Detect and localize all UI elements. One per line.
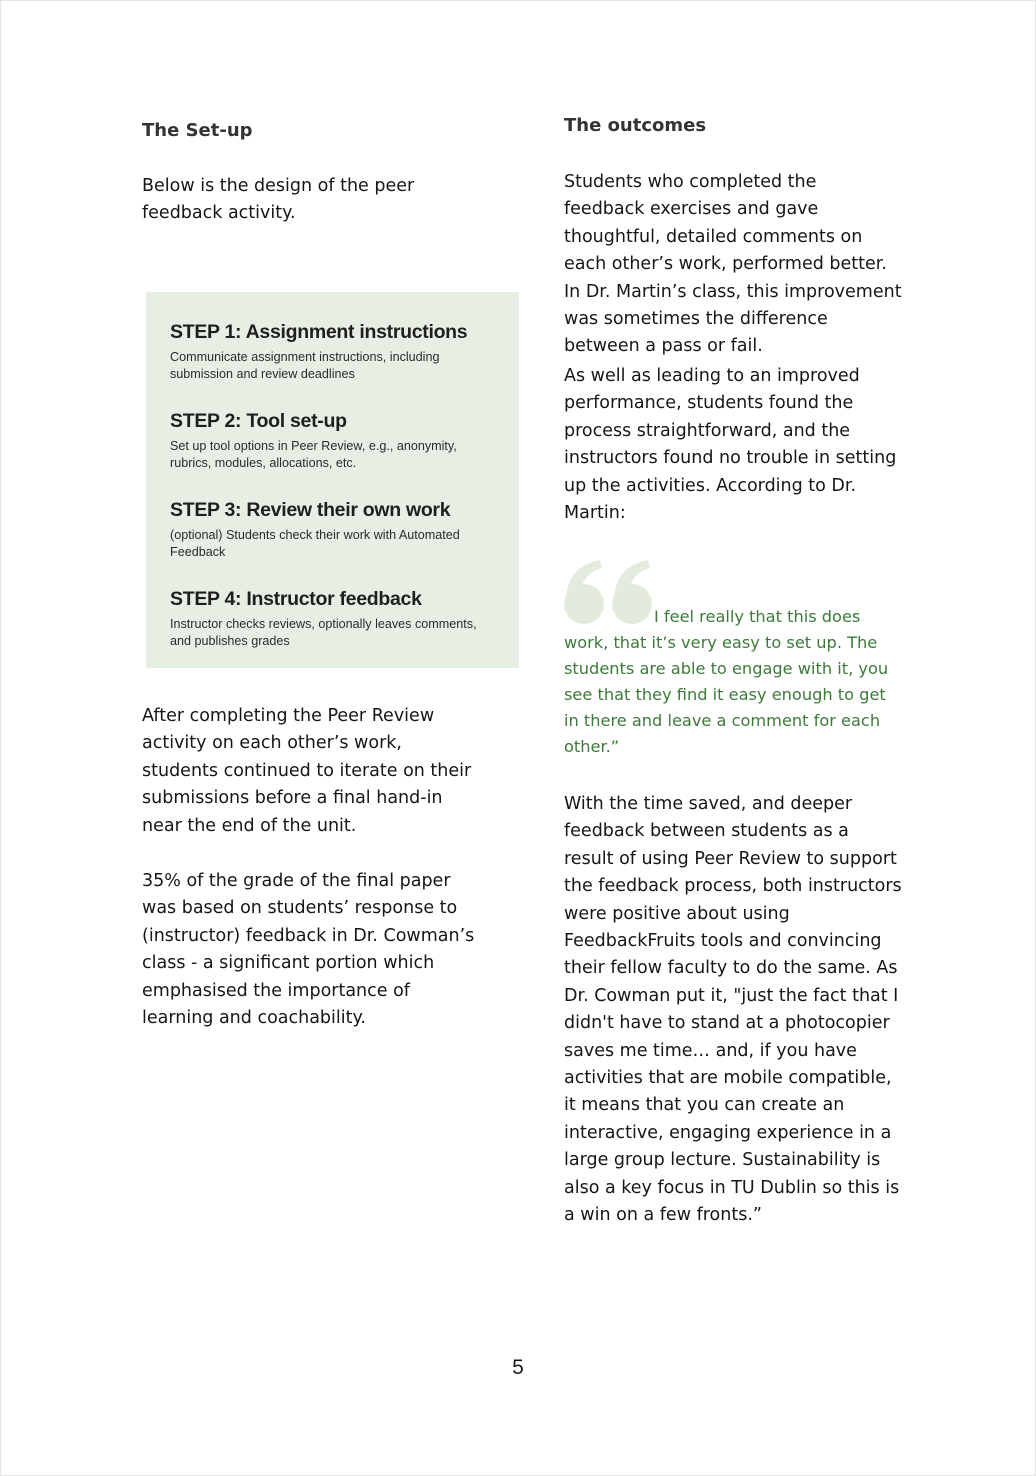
step-3-title: STEP 3: Review their own work xyxy=(170,499,451,521)
step-4 xyxy=(170,588,500,649)
outcomes-paragraph-1: Students who completed the feedback exercises and gave thoughtful, detailed comments on each other’s work, performed better. In Dr. Martin’s class, this improvement was sometimes the difference between a pass or fail. xyxy=(564,172,902,357)
step-1-title: STEP 1: Assignment instructions xyxy=(170,321,468,343)
step-2 xyxy=(170,410,500,471)
martin-quote: I feel really that this does work, that it’s very easy to set up. The students are able to engage with it, you see that they find it easy enough to get in there and leave a comment for each other.” xyxy=(564,607,889,756)
step-3-description: (optional) Students check their work with Automated Feedback xyxy=(170,528,460,559)
page-number: 5 xyxy=(512,1356,524,1379)
step-1-description: Communicate assignment instructions, including submission and review deadlines xyxy=(170,350,440,381)
after-steps-paragraph: After completing the Peer Review activity on each other’s work, students continued to iterate on their submissions before a final hand-in near the end of the unit. xyxy=(142,706,472,836)
grade-paragraph: 35% of the grade of the final paper was based on students’ response to (instructor) feedback in Dr. Cowman’s class - a significant portion which emphasised the importance of learning and coachability. xyxy=(142,871,475,1029)
steps-figure xyxy=(146,292,519,668)
step-3 xyxy=(170,499,500,560)
outcomes-heading: The outcomes xyxy=(564,115,707,136)
step-4-title: STEP 4: Instructor feedback xyxy=(170,588,422,610)
outcomes-paragraph-2: As well as leading to an improved performance, students found the process straightforward, and the instructors found no trouble in setting up the activities. According to Dr. Martin: xyxy=(564,366,897,524)
step-4-description: Instructor checks reviews, optionally leaves comments, and publishes grades xyxy=(170,617,477,648)
step-2-description: Set up tool options in Peer Review, e.g., anonymity, rubrics, modules, allocations, etc. xyxy=(170,439,457,470)
setup-heading: The Set-up xyxy=(142,120,253,141)
step-2-title: STEP 2: Tool set-up xyxy=(170,410,347,432)
step-1 xyxy=(170,321,500,382)
closing-paragraph: With the time saved, and deeper feedback between students as a result of using Peer Review to support the feedback process, both instructors were positive about using FeedbackFruits tools and convincing their fellow faculty to do the same. As Dr. Cowman put it, "just the fact that I didn't have to stand at a photocopier saves me time… and, if you have activities that are mobile compatible, it means that you can create an interactive, engaging experience in a large group lecture. Sustainability is also a key focus in TU Dublin so this is a win on a few fronts.” xyxy=(564,794,902,1226)
setup-intro-paragraph: Below is the design of the peer feedback activity. xyxy=(142,176,415,224)
